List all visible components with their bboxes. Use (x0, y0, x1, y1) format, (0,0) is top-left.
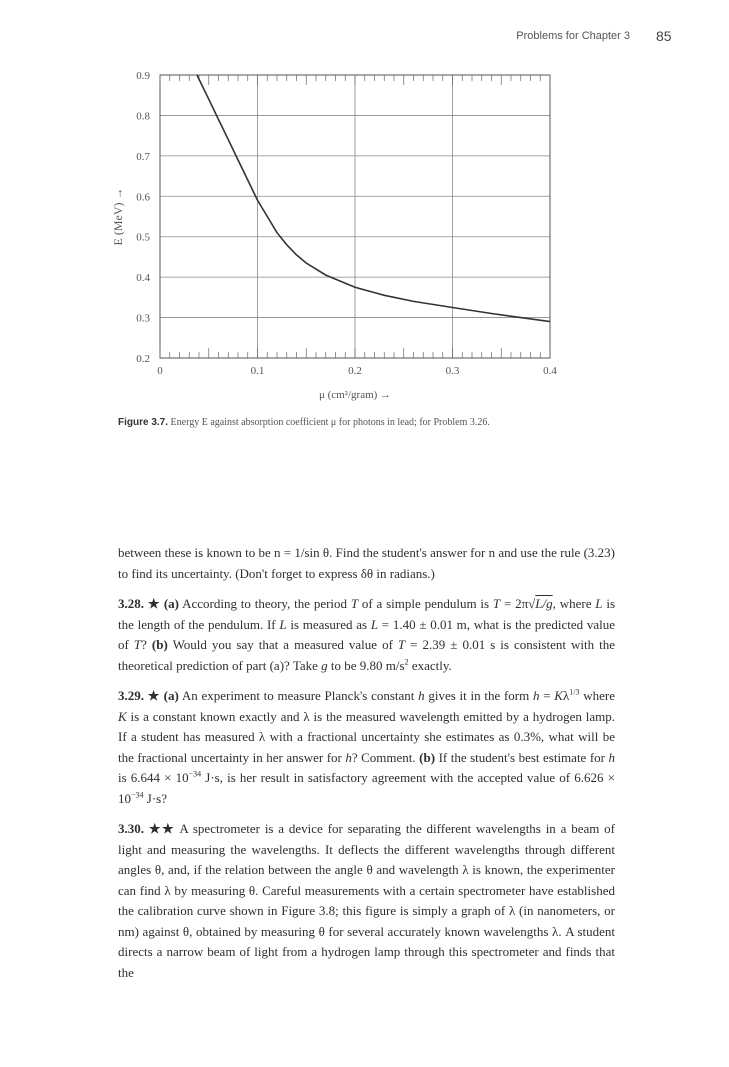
symbol: K (118, 708, 127, 724)
problem-number: 3.29. (118, 688, 144, 703)
symbol: T (350, 596, 359, 611)
text-run: If the student's best estimate for (435, 749, 609, 765)
y-tick-label: 0.2 (136, 353, 150, 365)
difficulty-star-icon: ★ (147, 596, 161, 611)
text-run: ? Comment. (351, 749, 420, 765)
text-run: An experiment to measure Planck's constant (178, 688, 419, 703)
problem-number: 3.30. (118, 821, 144, 836)
x-tick-label: 0.1 (250, 365, 265, 377)
exponent: 1/3 (569, 687, 580, 697)
intro-paragraph: between these is known to be n = 1/sin θ. Find the student's answer for n and use the rule (3.23) to find its uncertainty. (Don't forget to express δθ in radians.) (118, 545, 615, 581)
exponent: −34 (188, 769, 202, 779)
figure-caption (118, 417, 678, 428)
problem-3-30 (118, 819, 615, 983)
symbol: h (532, 688, 540, 703)
page-number: 85 (656, 28, 672, 44)
x-tick-label: 0 (157, 365, 163, 377)
y-tick-label: 0.8 (136, 110, 150, 123)
x-tick-label: 0.3 (445, 365, 460, 377)
text-run: is a constant known exactly and λ is the measured wavelength emitted by a hydrogen lamp. If a student has measured λ with a fractional uncertainty she estimates as 0.3%, what will be the fractional uncertainty in her answer for (118, 708, 615, 765)
symbol: T (492, 596, 501, 611)
x-tick-label: 0.2 (348, 365, 362, 377)
text-run: According to theory, the period (179, 596, 351, 611)
y-tick-label: 0.3 (136, 312, 150, 325)
symbol: h (608, 749, 615, 765)
text-run: is measured as (286, 616, 371, 632)
symbol: T (397, 637, 406, 652)
symbol: g (321, 657, 328, 673)
part-a-label: (a) (163, 688, 179, 703)
y-axis-label: E (MeV) → (111, 187, 125, 246)
text-run: gives it in the form (424, 688, 533, 703)
text-run: = 1.40 ± 0.01 m, what is the predicted value of (118, 616, 616, 652)
symbol: T (133, 637, 142, 652)
x-axis-label: μ (cm²/gram) → (318, 389, 392, 401)
text-run: exactly. (408, 657, 452, 673)
text-run: = (539, 688, 555, 703)
running-head: Problems for Chapter 3 (516, 30, 630, 42)
symbol: h (418, 688, 425, 703)
part-b-label: (b) (419, 749, 436, 765)
exponent: −34 (131, 790, 144, 800)
part-a-label: (a) (163, 596, 180, 611)
symbol: K (554, 688, 563, 703)
text-run: ? (141, 637, 152, 652)
y-tick-label: 0.5 (136, 231, 150, 244)
text-run: to be 9.80 m/s (327, 657, 405, 673)
text-run: , where (552, 596, 596, 611)
symbol: L (370, 616, 379, 632)
part-b-label: (b) (151, 637, 168, 652)
y-tick-label: 0.6 (136, 191, 150, 204)
difficulty-star-icon: ★ (147, 688, 160, 703)
exponent: 2 (404, 657, 409, 667)
figure-caption-text: Energy E against absorption coefficient μ for photons in lead; for Problem 3.26. (170, 417, 490, 428)
y-tick-label: 0.9 (136, 70, 150, 82)
text-run: is 6.644 × 10 (118, 770, 189, 785)
problem-number: 3.28. (118, 596, 144, 611)
problem-3-29 (118, 686, 615, 809)
text-run: where (579, 688, 616, 703)
symbol: h (345, 749, 352, 765)
text-run: is the length of the pendulum. If (118, 596, 615, 632)
text-run: = 2.39 ± 0.01 s is consistent with the theoretical prediction of part (a)? Take (118, 637, 615, 673)
text-run: = 2π√ (500, 596, 536, 611)
difficulty-star-icon: ★★ (148, 821, 176, 836)
y-tick-label: 0.4 (136, 272, 150, 285)
symbol: λ (562, 688, 570, 703)
text-run: of a simple pendulum is (358, 596, 493, 611)
problem-text (118, 543, 615, 993)
symbol: L (279, 616, 287, 632)
x-tick-label: 0.4 (543, 365, 557, 377)
text-run: J·s, is her result in satisfactory agreement with the accepted value of 6.626 × 10 (118, 770, 615, 806)
text-run: J·s? (143, 790, 167, 806)
problem-3-28 (118, 594, 615, 676)
text-run: Would you say that a measured value of (167, 637, 398, 652)
figure-label: Figure 3.7. (118, 417, 169, 428)
text-run: A spectrometer is a device for separating the different wavelengths in a beam of light and measuring the wavelengths. It deflects the different wavelengths through different angles θ, and, if the relation between the angle θ and wavelength λ is known, the experimenter can find λ by measuring θ. Careful measurements with a certain spectrometer have established the calibration curve shown in Figure 3.8; this figure is simply a graph of λ (in nanometers, or nm) against θ, obtained by measuring θ for several accurately known wavelengths λ. A student directs a narrow beam of light from a hydrogen lamp through this spectrometer and finds that the (118, 821, 616, 980)
y-tick-label: 0.7 (136, 150, 150, 163)
data-curve (197, 75, 550, 322)
symbol: L (595, 596, 603, 611)
energy-vs-absorption-chart (100, 58, 570, 408)
symbol: L/g (535, 596, 553, 611)
